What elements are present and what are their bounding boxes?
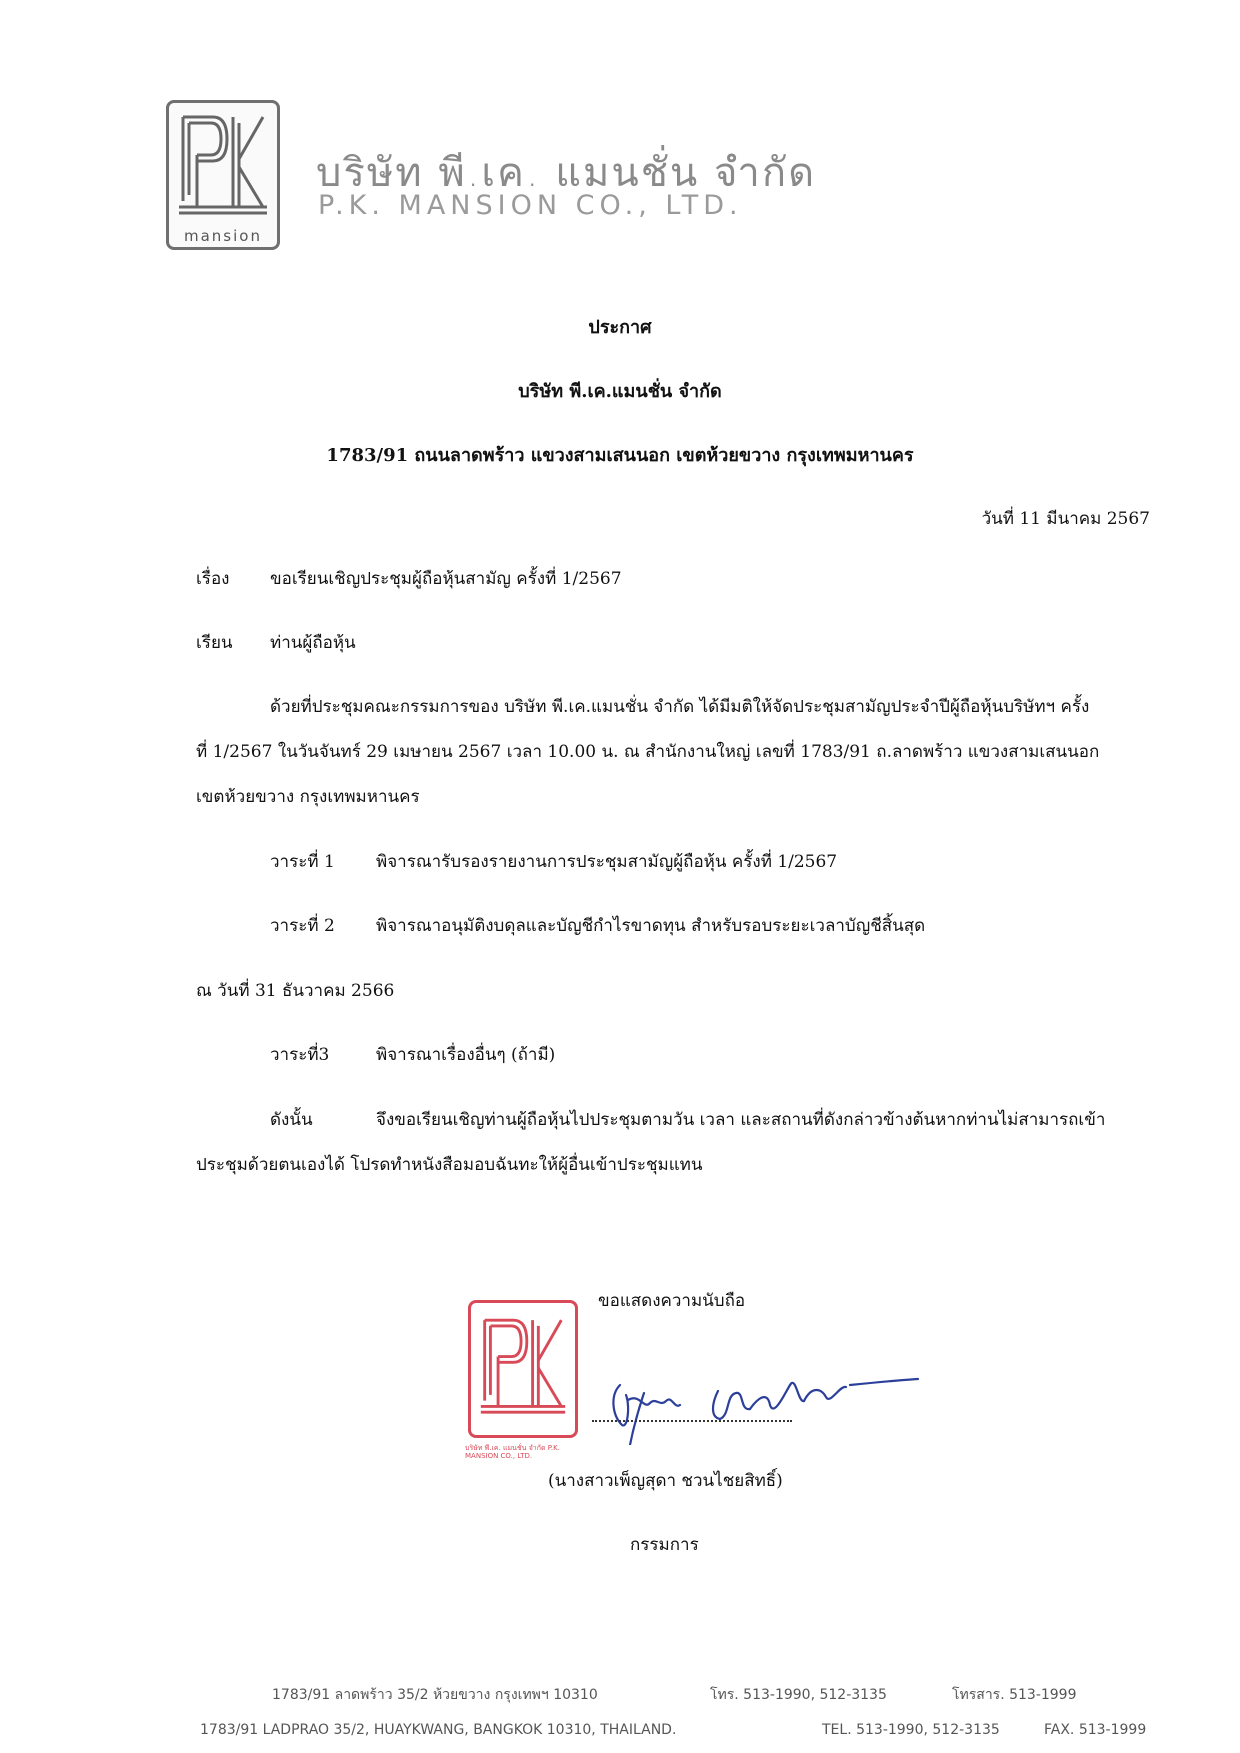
intro-line-3: เขตห้วยขวาง กรุงเทพมหานคร bbox=[196, 787, 420, 807]
intro-line-1: ด้วยที่ประชุมคณะกรรมการของ บริษัท พี.เค.แมนชั่น จำกัด ได้มีมติให้จัดประชุมสามัญประจำปีผู้ถือหุ้นบริษัทฯ ครั้ง bbox=[270, 697, 1090, 717]
footer-address-thai: 1783/91 ลาดพร้าว 35/2 ห้วยขวาง กรุงเทพฯ 10310 bbox=[272, 1687, 598, 1703]
recipient-label: เรียน bbox=[196, 633, 233, 653]
agenda-2-text: พิจารณาอนุมัติงบดุลและบัญชีกำไรขาดทุน สำหรับรอบระยะเวลาบัญชีสิ้นสุด bbox=[376, 916, 926, 936]
document-date: วันที่ 11 มีนาคม 2567 bbox=[981, 509, 1150, 529]
footer-fax-thai: โทรสาร. 513-1999 bbox=[952, 1687, 1077, 1703]
handwritten-signature bbox=[600, 1355, 920, 1445]
footer-tel-english: TEL. 513-1990, 512-3135 bbox=[822, 1722, 1000, 1738]
signer-name: (นางสาวเพ็ญสุดา ชวนไชยสิทธิ์) bbox=[548, 1471, 783, 1491]
signature-line bbox=[592, 1420, 792, 1422]
intro-line-2: ที่ 1/2567 ในวันจันทร์ 29 เมษายน 2567 เวลา 10.00 น. ณ สำนักงานใหญ่ เลขที่ 1783/91 ถ.ลาดพร้าว แขวงสามเสนนอก bbox=[196, 742, 1100, 762]
company-stamp bbox=[465, 1300, 578, 1460]
recipient-text: ท่านผู้ถือหุ้น bbox=[270, 633, 356, 653]
pk-logo-icon bbox=[175, 109, 271, 227]
closing-line-1: จึงขอเรียนเชิญท่านผู้ถือหุ้นไปประชุมตามวัน เวลา และสถานที่ดังกล่าวข้างต้นหากท่านไม่สามารถเข้า bbox=[376, 1110, 1106, 1130]
agenda-3-label: วาระที่3 bbox=[270, 1045, 330, 1065]
subject-text: ขอเรียนเชิญประชุมผู้ถือหุ้นสามัญ ครั้งที่ 1/2567 bbox=[270, 569, 622, 589]
announcement-title: ประกาศ bbox=[588, 317, 652, 338]
logo-wordmark: mansion bbox=[184, 227, 262, 245]
closing-line-2: ประชุมด้วยตนเองได้ โปรดทำหนังสือมอบฉันทะให้ผู้อื่นเข้าประชุมแทน bbox=[196, 1155, 703, 1175]
subject-label: เรื่อง bbox=[196, 569, 230, 589]
stamp-caption: บริษัท พี.เค. แมนชั่น จำกัด P.K. MANSION CO., LTD. bbox=[465, 1444, 560, 1460]
footer-fax-english: FAX. 513-1999 bbox=[1044, 1722, 1147, 1738]
agenda-1-label: วาระที่ 1 bbox=[270, 852, 335, 872]
signer-position: กรรมการ bbox=[630, 1535, 699, 1555]
footer-address-english: 1783/91 LADPRAO 35/2, HUAYKWANG, BANGKOK 10310, THAILAND. bbox=[200, 1722, 677, 1738]
company-logo bbox=[166, 100, 280, 250]
closing-label: ดังนั้น bbox=[270, 1110, 313, 1130]
heading-company: บริษัท พี.เค.แมนชั่น จำกัด bbox=[518, 381, 722, 402]
agenda-2-label: วาระที่ 2 bbox=[270, 916, 335, 936]
regards: ขอแสดงความนับถือ bbox=[598, 1291, 746, 1311]
pk-stamp-icon bbox=[477, 1309, 569, 1429]
company-name-english: P.K. MANSION CO., LTD. bbox=[318, 190, 743, 221]
heading-address: 1783/91 ถนนลาดพร้าว แขวงสามเสนนอก เขตห้วยขวาง กรุงเทพมหานคร bbox=[326, 445, 914, 466]
agenda-1-text: พิจารณารับรองรายงานการประชุมสามัญผู้ถือหุ้น ครั้งที่ 1/2567 bbox=[376, 852, 838, 872]
agenda-2-continuation: ณ วันที่ 31 ธันวาคม 2566 bbox=[196, 981, 395, 1001]
footer-tel-thai: โทร. 513-1990, 512-3135 bbox=[710, 1687, 887, 1703]
company-name-thai: บริษัท พี.เค. แมนชั่น จำกัด bbox=[316, 150, 817, 196]
agenda-3-text: พิจารณาเรื่องอื่นๆ (ถ้ามี) bbox=[376, 1045, 556, 1065]
